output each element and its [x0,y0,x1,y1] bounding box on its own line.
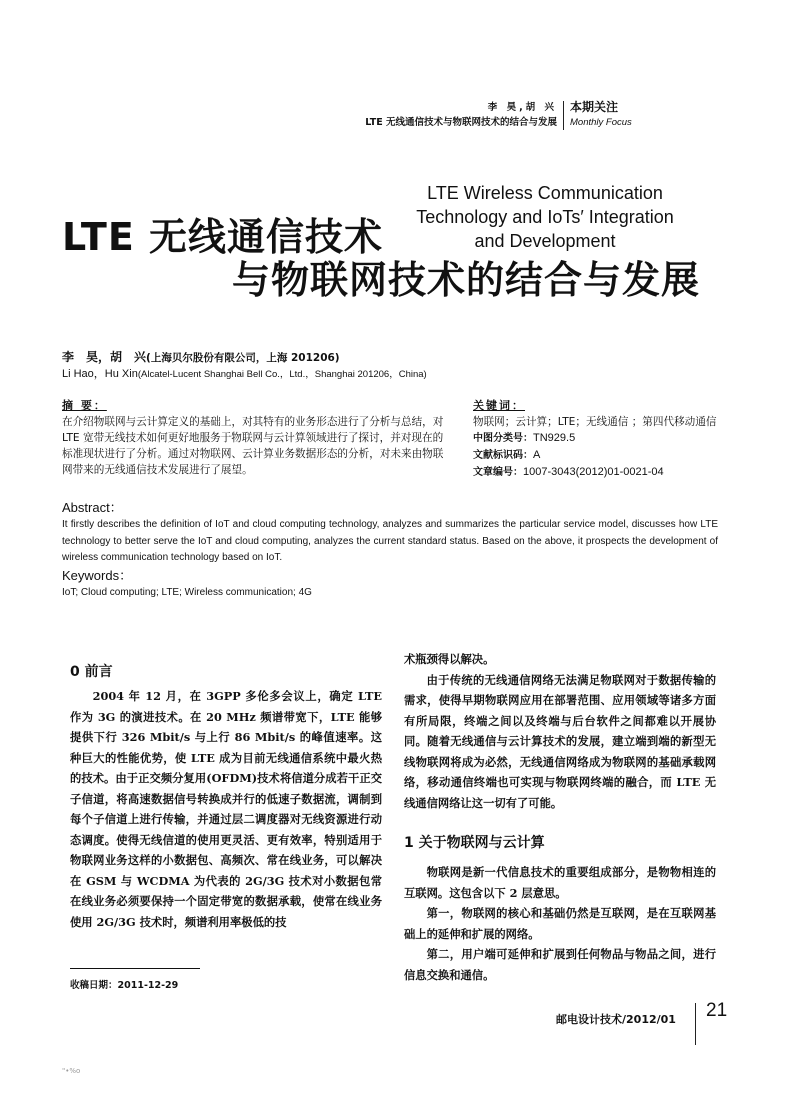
page-number: 21 [706,1000,728,1021]
doc-code-value: A [533,449,541,461]
running-header-authors: 李 昊,胡 兴 [487,102,557,113]
paragraph: 由于传统的无线通信网络无法满足物联网对于数据传输的需求，使得早期物联网应用在部署范围、应用领域等诸多方面有所局限，终端之间以及终端与后台软件之间都难以开展协同。随着无线通信与云计算技术的发展，建立端到端的新型无线物联网将成为必然，无线通信网络成为物联网的基础承载网络，移动通信终端也可实现与物联网终端的融合，而 LTE 无线通信网络让这一切有了可能。 [404,672,716,810]
paragraph: 第二，用户端可延伸和扩展到任何物品与物品之间，进行信息交换和通信。 [404,947,716,982]
scan-artifact: "•%o [62,1067,81,1075]
title-en-line1: LTE Wireless Communication [427,183,663,203]
abstract-cn-text: 在介绍物联网与云计算定义的基础上，对其特有的业务形态进行了分析与总结，对 LTE 宽带无线技术如何更好地服务于物联网与云计算领域进行了探讨，并对现在的标准现状进行了分析。通过对物联网、云计算业务数据形态的分析，对未来由物联网带来的无线通信技术发展进行了展望。 [62,416,444,476]
title-en [410,181,680,253]
section-heading-0: 0 前言 [70,664,113,680]
clc-value: TN929.5 [533,432,576,444]
authors-cn [62,348,340,365]
author-names-cn: 李 昊，胡 兴 [62,350,147,364]
keywords-cn-label: 关键词： [473,399,525,412]
title-en-line2: Technology and IoTs′ Integration [416,207,674,227]
abstract-en-text: It firstly describes the definition of IoT and cloud computing technology, analyzes and summarizes the particular service model, discusses how LTE technology to better serve the IoT and cloud computing, analyzes the current standard status. Based on the above, it prospects the development of wireless communication technology based on IoT. [62,519,718,563]
section-name-en: Monthly Focus [570,117,632,128]
article-number [473,464,733,481]
paragraph: 第一，物联网的核心和基础仍然是互联网，是在互联网基础上的延伸和扩展的网络。 [404,906,716,941]
title-en-line3: and Development [474,231,616,251]
keywords-en-label: Keywords： [62,567,133,583]
body-column-left [70,686,382,932]
abstract-en-label: Abstract： [62,500,123,515]
title-cn-line2: 与物联网技术的结合与发展 [232,258,701,302]
body-column-right [404,649,716,813]
doc-code-label: 文献标识码： [473,450,533,461]
paragraph: 物联网是新一代信息技术的重要组成部分，是物物相连的互联网。这包含以下 2 层意思。 [404,865,716,900]
running-header-title: LTE 无线通信技术与物联网技术的结合与发展 [365,117,557,128]
footnote-rule [70,968,200,969]
body-column-right-cont [404,862,716,985]
authors-en [62,365,427,381]
section-name-cn: 本期关注 [570,100,619,114]
abstract-cn-label: 摘 要： [62,399,107,412]
keywords-cn-text: 物联网；云计算；LTE；无线通信 ；第四代移动通信 [473,416,717,428]
clc-number [473,430,733,447]
journal-issue: 邮电设计技术/2012/01 [556,1013,676,1026]
title-cn-line1: LTE 无线通信技术 [62,215,384,259]
clc-label: 中图分类号： [473,433,533,444]
received-date: 收稿日期：2011-12-29 [70,980,179,991]
section-heading-1: 1 关于物联网与云计算 [404,835,545,851]
article-no-value: 1007-3043(2012)01-0021-04 [523,466,664,478]
running-header-divider [563,101,564,130]
affiliation-en: (Alcatel-Lucent Shanghai Bell Co.，Ltd.，Shanghai 201206，China) [137,369,427,380]
affiliation-cn: (上海贝尔股份有限公司，上海 201206) [146,352,340,364]
article-no-label: 文章编号： [473,467,523,478]
document-code [473,447,733,464]
keywords-en-text: IoT; Cloud computing; LTE; Wireless communication; 4G [62,586,312,598]
paragraph: 2004 年 12 月，在 3GPP 多伦多会议上，确定 LTE 作为 3G 的演进技术。在 20 MHz 频谱带宽下，LTE 能够提供下行 326 Mbit/s 与上行 86 Mbit/s 的峰值速率。这种巨大的性能优势，使 LTE 成为目前无线通信系统中最火热的技术。由于正交频分复用(OFDM)技术将信道分成若干正交子信道，将高速数据信号转换成并行的低速子数据流，调制到每个子信道上进行传输，并通过层二调度器对无线资源进行动态调度。使得无线信道的使用更灵活、更有效率，特别适用于物联网业务这样的小数据包、高频次、常在线业务，可以解决在 GSM 与 WCDMA 为代表的 2G/3G 技术对小数据包常在线业务必须要保持一个固定带宽的数据承载，使常在线业务使用 2G/3G 技术时，频谱利用率极低的技 [70,689,382,929]
keywords-cn-block [473,398,733,481]
abstract-cn [62,398,452,478]
abstract-en [62,499,718,601]
author-names-en: Li Hao，Hu Xin [62,368,138,380]
running-header-left [365,100,557,130]
running-header-section [570,100,632,130]
footer-divider [695,1003,696,1045]
paragraph: 术瓶颈得以解决。 [404,652,495,666]
